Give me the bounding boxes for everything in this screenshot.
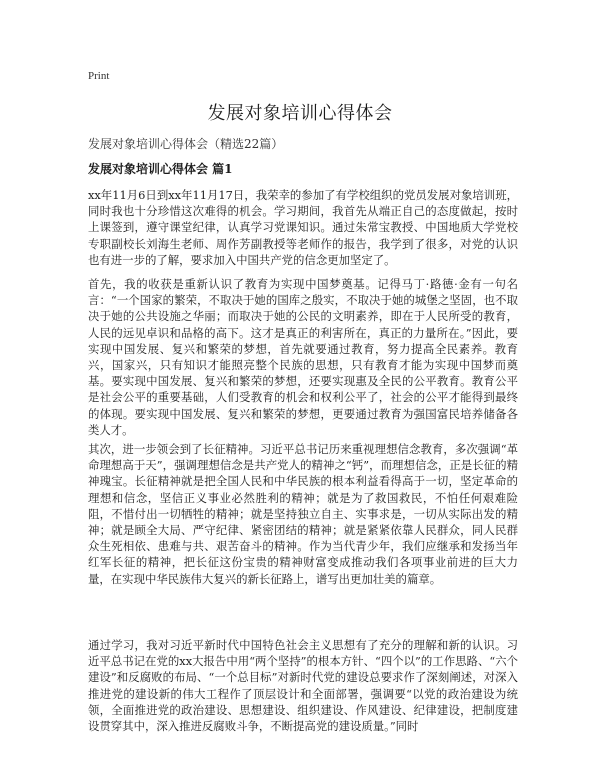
print-link[interactable]: Print (88, 70, 110, 82)
document-subtitle: 发展对象培训心得体会（精选22篇） (88, 137, 284, 151)
document-title: 发展对象培训心得体会 (207, 103, 393, 124)
section-heading: 发展对象培训心得体会 篇1 (88, 162, 233, 176)
paragraph-1: xx年11月6日到xx年11月17日，我荣幸的参加了有学校组织的党员发展对象培训班，同时我也十分珍惜这次难得的机会。学习期间，我首先从端正自己的态度做起，按时上课签到，遵守课堂纪律，认真学习党课知识。通过朱常宝教授、中国地质大学党校专职副校长刘海生老师、周作芳副教授等老师作的报告，我学到了很多，对党的认识也有进一步的了解，要求加入中国共产党的信念更加坚定了。 (88, 188, 518, 267)
paragraph-3: 其次，进一步领会到了长征精神。习近平总书记历来重视理想信念教育，多次强调“革命理想高于天”，强调理想信念是共产党人的精神之“钙”，而理想信念，正是长征的精神瑰宝。长征精神就是把全国人民和中华民族的根本利益看得高于一切，坚定革命的理想和信念，坚信正义事业必然胜利的精神；就是为了救国救民，不怕任何艰难险阻，不惜付出一切牺牲的精神；就是坚持独立自主、实事求是，一切从实际出发的精神；就是顾全大局、严守纪律、紧密团结的精神；就是紧紧依靠人民群众，同人民群众生死相依、患难与共、艰苦奋斗的精神。作为当代青少年，我们应继承和发扬当年红军长征的精神，把长征这份宝贵的精神财富变成推动我们各项事业前进的巨大力量，在实现中华民族伟大复兴的新长征路上，谱写出更加壮美的篇章。 (88, 442, 518, 586)
paragraph-4: 通过学习，我对习近平新时代中国特色社会主义思想有了充分的理解和新的认识。习近平总书记在党的xx大报告中用“两个坚持”的根本方针、“四个以”的工作思路、“六个建设”和反腐败的布局、“一个总目标”对新时代党的建设总要求作了深刻阐述，对深入推进党的建设新的伟大工程作了顶层设计和全面部署，强调要“以党的政治建设为统领，全面推进党的政治建设、思想建设、组织建设、作风建设、纪律建设，把制度建设贯穿其中，深入推进反腐败斗争，不断提高党的建设质量。”同时 (88, 638, 518, 734)
paragraph-2: 首先，我的收获是重新认识了教育为实现中国梦奠基。记得马丁·路德·金有一句名言：“一个国家的繁荣，不取决于她的国库之殷实，不取决于她的城堡之坚固，也不取决于她的公共设施之华丽；而取决于她的公民的文明素养，即在于人民所受的教育，人民的远见卓识和品格的高下。这才是真正的利害所在，真正的力量所在。”因此，要实现中国发展、复兴和繁荣的梦想，首先就要通过教育，努力提高全民素养。教育兴，国家兴，只有知识才能照亮整个民族的思想，只有教育才能为实现中国梦而奠基。要实现中国发展、复兴和繁荣的梦想，还要实现惠及全民的公平教育。教育公平是社会公平的重要基础，人们受教育的机会和权利公平了，社会的公平才能得到最终的体现。要实现中国发展、复兴和繁荣的梦想，更要通过教育为强国富民培养储备各类人才。 (88, 277, 518, 437)
